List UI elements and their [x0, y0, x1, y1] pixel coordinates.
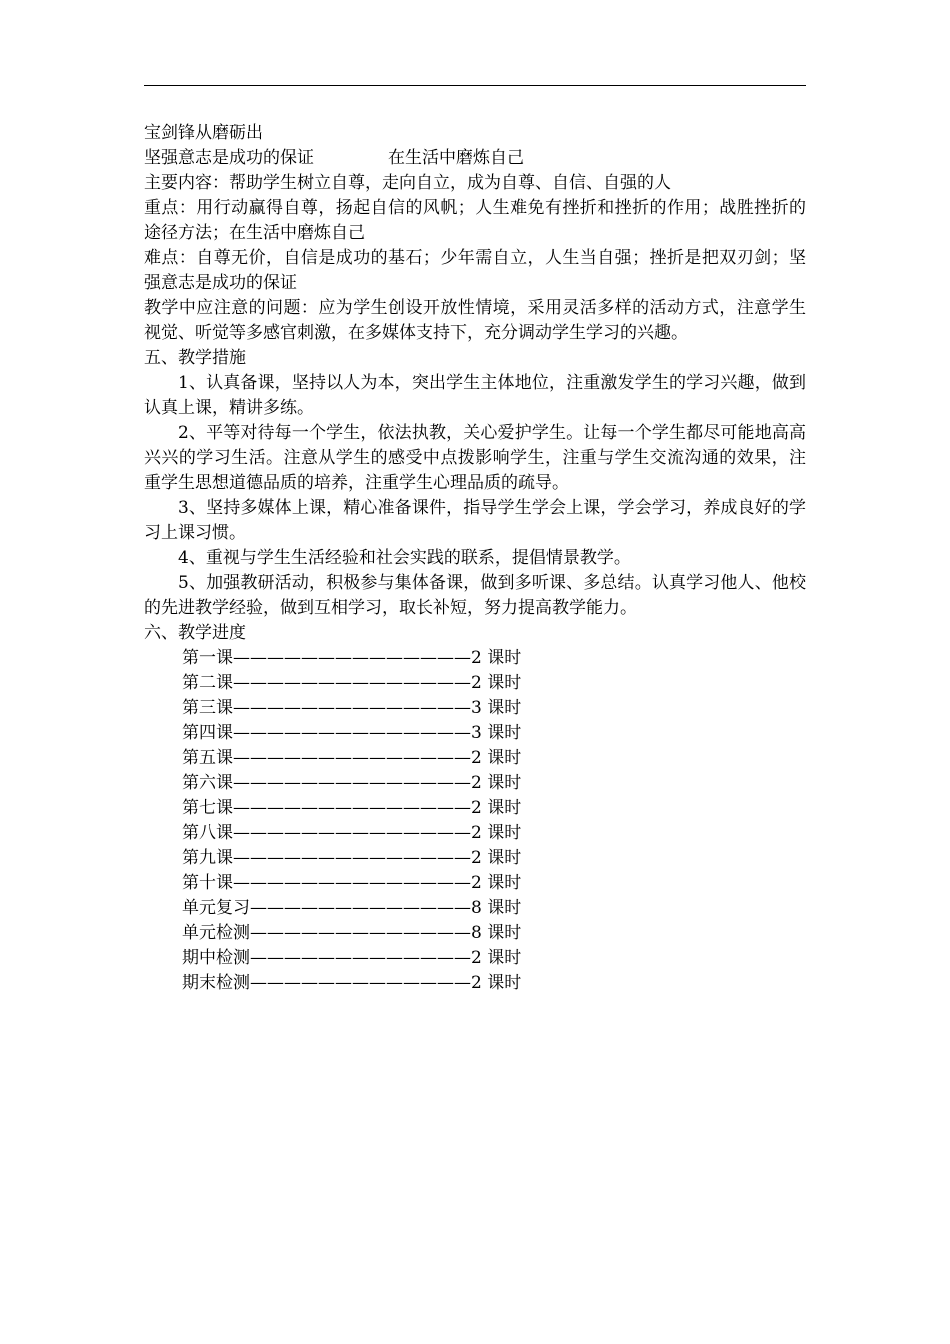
schedule-row: 第九课——————————————2 课时 [182, 848, 522, 868]
unit-title: 宝剑锋从磨砺出 [144, 123, 263, 143]
schedule-row: 第十课——————————————2 课时 [182, 873, 522, 893]
measure-item: 3、坚持多媒体上课，精心准备课件，指导学生学会上课，学会学习，养成良好的学习上课习惯。 [144, 498, 806, 543]
measure-item: 2、平等对待每一个学生，依法执教，关心爱护学生。让每一个学生都尽可能地高高兴兴的学习生活。注意从学生的感受中点拨影响学生，注重与学生交流沟通的效果，注重学生思想道德品质的培养，注重学生心理品质的疏导。 [144, 423, 806, 493]
key-points: 重点：用行动赢得自尊，扬起自信的风帆；人生难免有挫折和挫折的作用；战胜挫折的途径方法；在生活中磨炼自己 [144, 198, 806, 243]
measure-item: 4、重视与学生生活经验和社会实践的联系，提倡情景教学。 [178, 548, 631, 568]
unit-lessons [144, 146, 806, 171]
measures-heading: 五、教学措施 [144, 348, 246, 368]
lesson-b: 在生活中磨炼自己 [388, 148, 524, 168]
difficulties: 难点：自尊无价，自信是成功的基石；少年需自立，人生当自强；挫折是把双刃剑；坚强意志是成功的保证 [144, 248, 806, 293]
lesson-a: 坚强意志是成功的保证 [144, 148, 314, 168]
schedule-row: 第六课——————————————2 课时 [182, 773, 522, 793]
schedule-row: 第二课——————————————2 课时 [182, 673, 522, 693]
schedule-row: 第八课——————————————2 课时 [182, 823, 522, 843]
header-rule [144, 85, 806, 86]
progress-schedule [144, 646, 806, 996]
measure-item: 1、认真备课，坚持以人为本，突出学生主体地位，注重激发学生的学习兴趣，做到认真上课，精讲多练。 [144, 373, 806, 418]
schedule-row: 单元检测—————————————8 课时 [182, 923, 522, 943]
schedule-row: 第一课——————————————2 课时 [182, 648, 522, 668]
schedule-row: 单元复习—————————————8 课时 [182, 898, 522, 918]
progress-heading: 六、教学进度 [144, 623, 246, 643]
schedule-row: 期中检测—————————————2 课时 [182, 948, 522, 968]
schedule-row: 第三课——————————————3 课时 [182, 698, 522, 718]
document-body [144, 121, 806, 996]
schedule-row: 期末检测—————————————2 课时 [182, 973, 522, 993]
main-content: 主要内容：帮助学生树立自尊，走向自立，成为自尊、自信、自强的人 [144, 173, 671, 193]
teaching-notes: 教学中应注意的问题：应为学生创设开放性情境，采用灵活多样的活动方式，注意学生视觉、听觉等多感官刺激，在多媒体支持下，充分调动学生学习的兴趣。 [144, 298, 806, 343]
schedule-row: 第七课——————————————2 课时 [182, 798, 522, 818]
schedule-row: 第四课——————————————3 课时 [182, 723, 522, 743]
measure-item: 5、加强教研活动，积极参与集体备课，做到多听课、多总结。认真学习他人、他校的先进教学经验，做到互相学习，取长补短，努力提高教学能力。 [144, 573, 806, 618]
schedule-row: 第五课——————————————2 课时 [182, 748, 522, 768]
